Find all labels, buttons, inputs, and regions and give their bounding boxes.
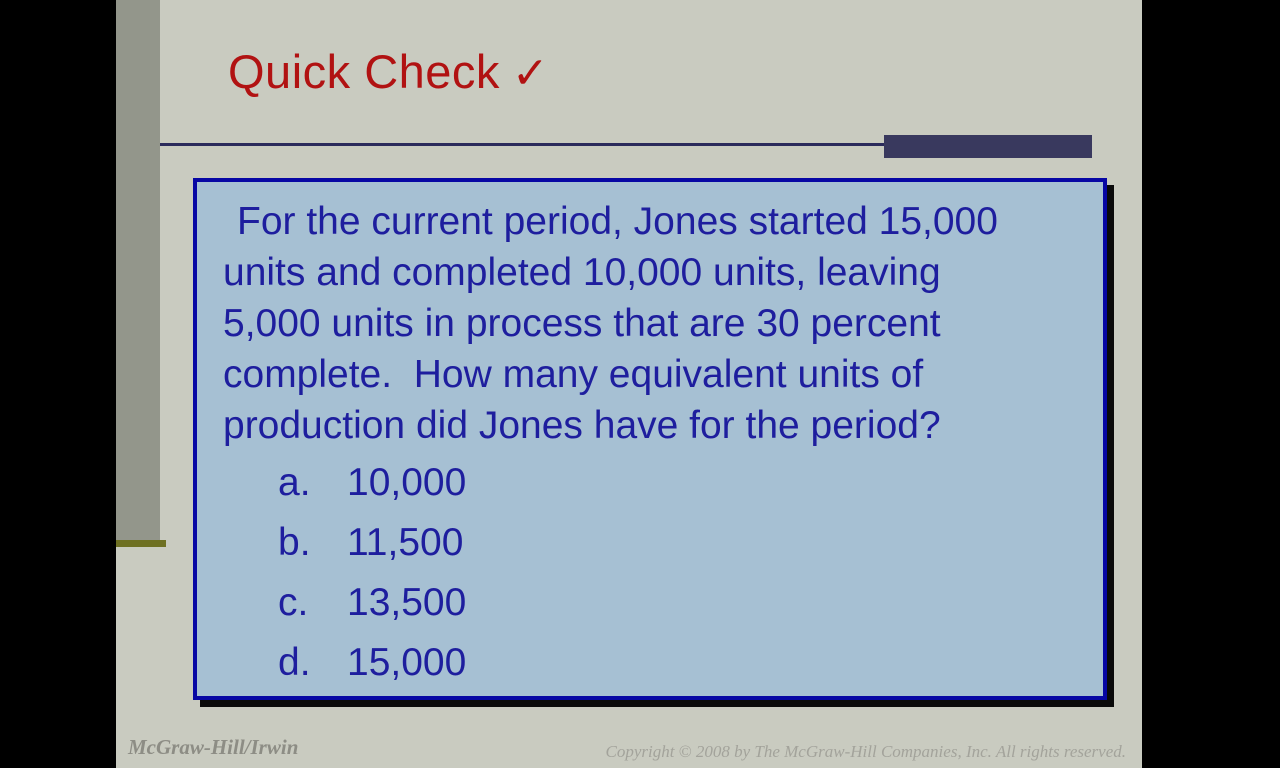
- question-box: [193, 178, 1107, 700]
- accent-bar: [884, 135, 1092, 158]
- option-value: 10,000: [347, 461, 467, 504]
- option-label: b.: [278, 521, 311, 564]
- stripe-accent-line: [116, 540, 166, 547]
- option-d[interactable]: [278, 633, 1103, 693]
- question-line: For the current period, Jones started 15,000: [237, 200, 998, 243]
- option-value: 11,500: [347, 521, 464, 564]
- option-label: a.: [278, 461, 311, 504]
- question-line: 5,000 units in process that are 30 percent: [223, 302, 941, 345]
- option-value: 13,500: [347, 581, 467, 624]
- check-icon: ✓: [511, 49, 550, 98]
- option-label: c.: [278, 581, 309, 624]
- left-stripe: [116, 0, 160, 544]
- question-line: production did Jones have for the period?: [223, 404, 941, 447]
- option-c[interactable]: [278, 573, 1103, 633]
- copyright-notice: Copyright © 2008 by The McGraw-Hill Companies, Inc. All rights reserved.: [605, 742, 1126, 761]
- option-b[interactable]: [278, 513, 1103, 573]
- option-label: d.: [278, 641, 311, 684]
- title-text: Quick Check: [228, 45, 500, 98]
- question-line: complete. How many equivalent units of: [223, 353, 924, 396]
- page-title: [228, 44, 549, 99]
- options-list: [278, 453, 1103, 693]
- option-value: 15,000: [347, 641, 467, 684]
- slide[interactable]: [116, 0, 1142, 768]
- publisher-credit: McGraw-Hill/Irwin: [128, 735, 299, 759]
- question-text: [197, 182, 1103, 451]
- question-line: units and completed 10,000 units, leaving: [223, 251, 941, 294]
- option-a[interactable]: [278, 453, 1103, 513]
